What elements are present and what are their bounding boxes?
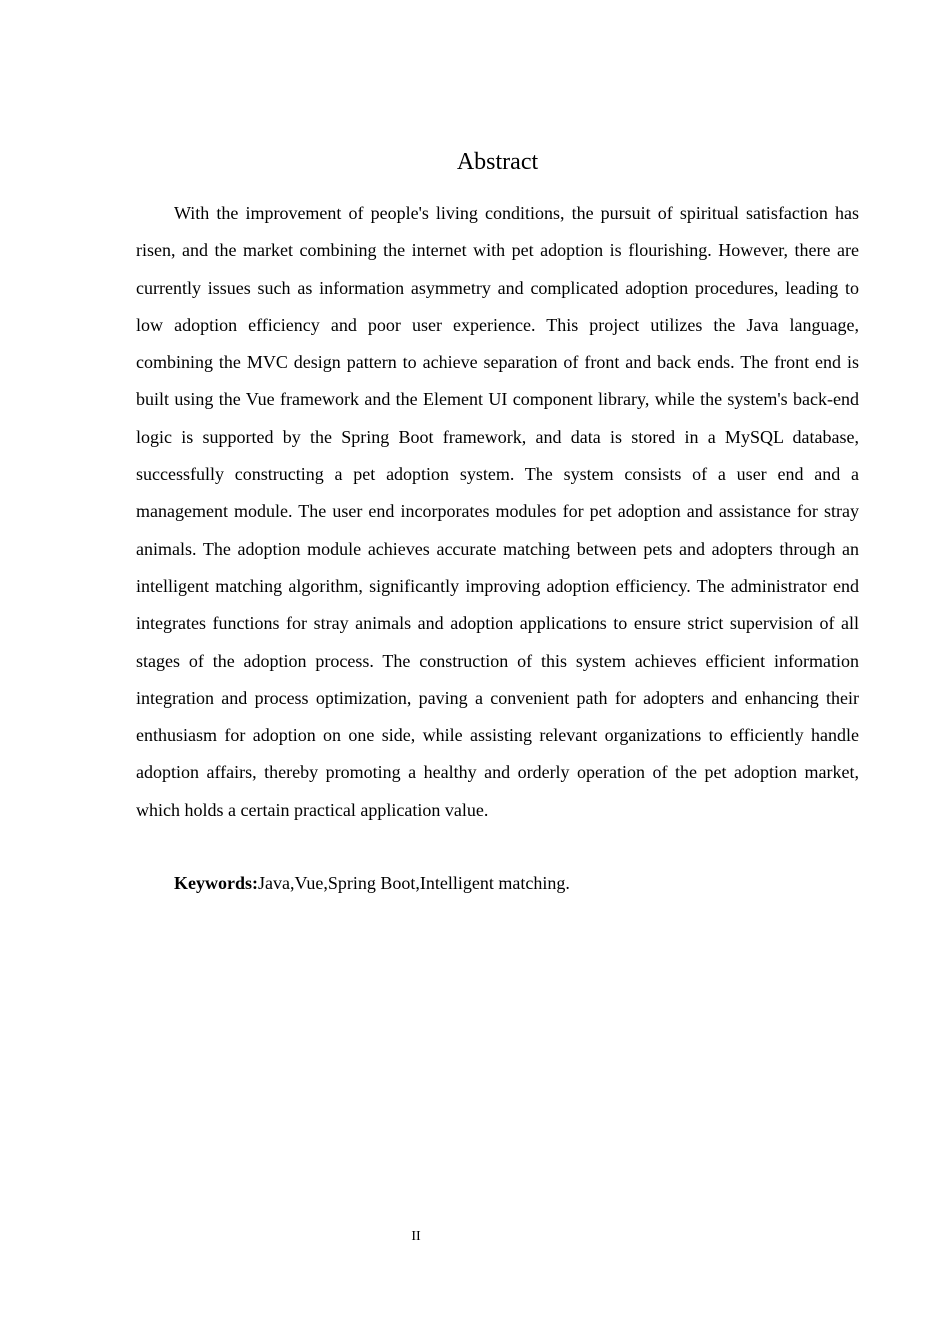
abstract-body: With the improvement of people's living conditions, the pursuit of spiritual satisfaction has risen, and the market combining the internet with pet adoption is flourishing. However, there are currently issues such as information asymmetry and complicated adoption procedures, leading to low adoption efficiency and poor user experience. This project utilizes the Java language, combining the MVC design pattern to achieve separation of front and back ends. The front end is built using the Vue framework and the Element UI component library, while the system's back-end logic is supported by the Spring Boot framework, and data is stored in a MySQL database, successfully constructing a pet adoption system. The system consists of a user end and a management module. The user end incorporates modules for pet adoption and assistance for stray animals. The adoption module achieves accurate matching between pets and adopters through an intelligent matching algorithm, significantly improving adoption efficiency. The administrator end integrates functions for stray animals and adoption applications to ensure strict supervision of all stages of the adoption process. The construction of this system achieves efficient information integration and process optimization, paving a convenient path for adopters and enhancing their enthusiasm for adoption on one side, while assisting relevant organizations to efficiently handle adoption affairs, thereby promoting a healthy and orderly operation of the pet adoption market, which holds a certain practical application value. bbox=[136, 203, 859, 820]
page-number: II bbox=[411, 1229, 421, 1244]
abstract-title: Abstract bbox=[456, 149, 539, 175]
keywords-label: Keywords: bbox=[174, 873, 258, 893]
keywords-line bbox=[136, 867, 859, 899]
keywords-value: Java,Vue,Spring Boot,Intelligent matching. bbox=[258, 873, 570, 893]
